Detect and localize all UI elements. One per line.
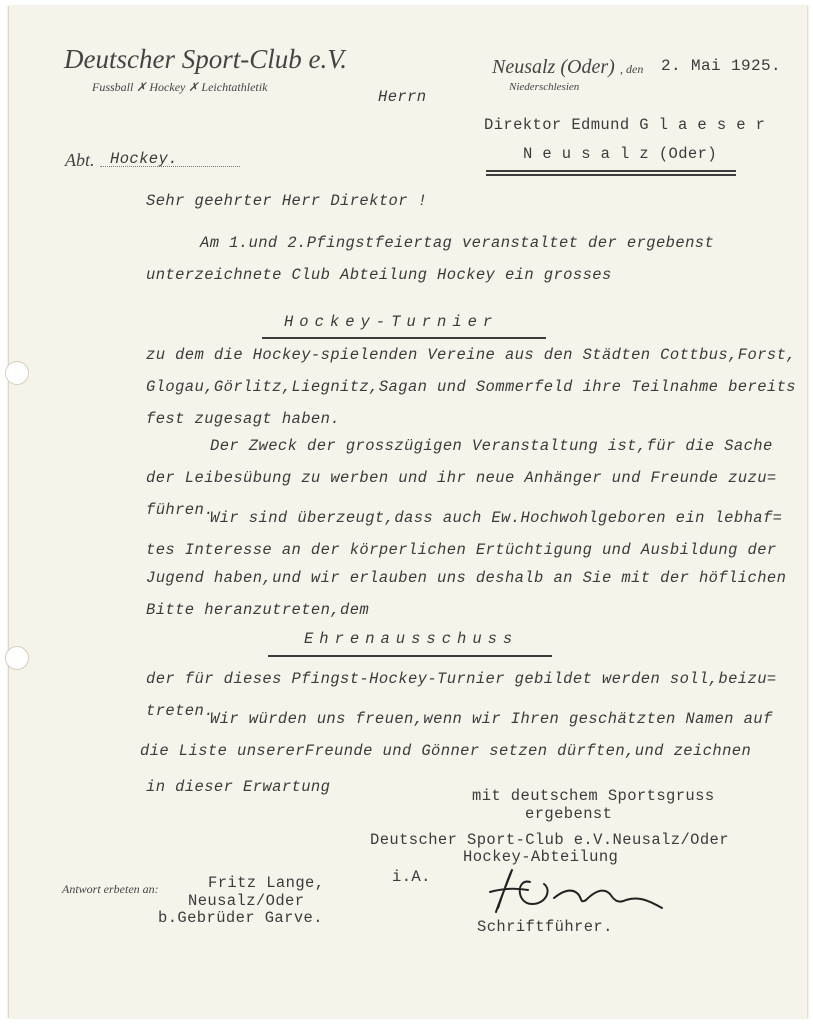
recipient-underline-2 xyxy=(486,174,736,176)
place: Neusalz (Oder) xyxy=(492,56,615,78)
letter-date: 2. Mai 1925. xyxy=(661,57,782,75)
department-dotted-line xyxy=(100,166,240,167)
closing-role: Schriftführer. xyxy=(477,918,613,936)
body-line: der für dieses Pfingst-Hockey-Turnier gebildet werden soll,beizu= xyxy=(146,670,777,688)
department-prefix: Abt. xyxy=(65,150,95,170)
closing-line: mit deutschem Sportsgruss xyxy=(472,787,715,805)
body-line: Wir würden uns freuen,wenn wir Ihren geschätzten Namen auf xyxy=(210,710,773,728)
body-line: Am 1.und 2.Pfingstfeiertag veranstaltet der ergebenst xyxy=(200,234,715,252)
closing-department: Hockey-Abteilung xyxy=(463,848,619,866)
greeting: Sehr geehrter Herr Direktor ! xyxy=(146,192,428,210)
region: Niederschlesien xyxy=(509,81,580,93)
body-line: fest zugesagt haben. xyxy=(146,410,341,428)
body-line: Bitte heranzutreten,dem xyxy=(146,601,370,619)
letterhead-sports: Fussball ✗ Hockey ✗ Leichtathletik xyxy=(92,80,268,94)
body-line: die Liste unsererFreunde und Gönner setzen dürften,und zeichnen xyxy=(140,742,752,760)
body-line: treten. xyxy=(146,702,214,720)
body-line: in dieser Erwartung xyxy=(146,778,331,796)
place-den: , den xyxy=(620,62,644,76)
body-line: führen. xyxy=(146,501,214,519)
recipient-salutation-word: Herrn xyxy=(378,88,427,106)
body-line: Der Zweck der grosszügigen Veranstaltung ist,für die Sache xyxy=(210,437,773,455)
heading-ehrenausschuss: Ehrenausschuss xyxy=(304,630,519,648)
closing-org: Deutscher Sport-Club e.V.Neusalz/Oder xyxy=(370,831,729,849)
body-line: tes Interesse an der körperlichen Ertüchtigung und Ausbildung der xyxy=(146,541,777,559)
heading1-underline xyxy=(262,337,546,339)
department-value: Hockey. xyxy=(110,150,178,168)
reply-name: Fritz Lange, xyxy=(208,874,325,892)
punch-hole-top xyxy=(5,361,29,385)
heading2-underline xyxy=(268,655,552,657)
heading-hockey-turnier: Hockey-Turnier xyxy=(284,313,499,331)
body-line: unterzeichnete Club Abteilung Hockey ein grosses xyxy=(146,266,612,284)
recipient-underline-1 xyxy=(486,170,736,172)
body-line: Jugend haben,und wir erlauben uns deshalb an Sie mit der höflichen xyxy=(146,569,787,587)
letterhead-club-name: Deutscher Sport-Club e.V. xyxy=(64,44,347,74)
body-line: Glogau,Görlitz,Liegnitz,Sagan und Sommerfeld ihre Teilnahme bereits xyxy=(146,378,797,396)
reply-city: Neusalz/Oder xyxy=(188,892,305,910)
punch-hole-bottom xyxy=(5,646,29,670)
closing-line: ergebenst xyxy=(525,805,613,823)
handwritten-signature xyxy=(486,860,676,920)
body-line: der Leibesübung zu werben und ihr neue Anhänger und Freunde zuzu= xyxy=(146,469,777,487)
body-line: zu dem die Hockey-spielenden Vereine aus den Städten Cottbus,Forst, xyxy=(146,346,797,364)
recipient-city: N e u s a l z (Oder) xyxy=(523,145,718,163)
recipient-name: Direktor Edmund G l a e s e r xyxy=(484,116,766,134)
body-line: Wir sind überzeugt,dass auch Ew.Hochwohlgeboren ein lebhaf= xyxy=(210,509,783,527)
reply-care-of: b.Gebrüder Garve. xyxy=(158,909,323,927)
closing-ia: i.A. xyxy=(392,868,431,886)
reply-label: Antwort erbeten an: xyxy=(62,882,159,896)
